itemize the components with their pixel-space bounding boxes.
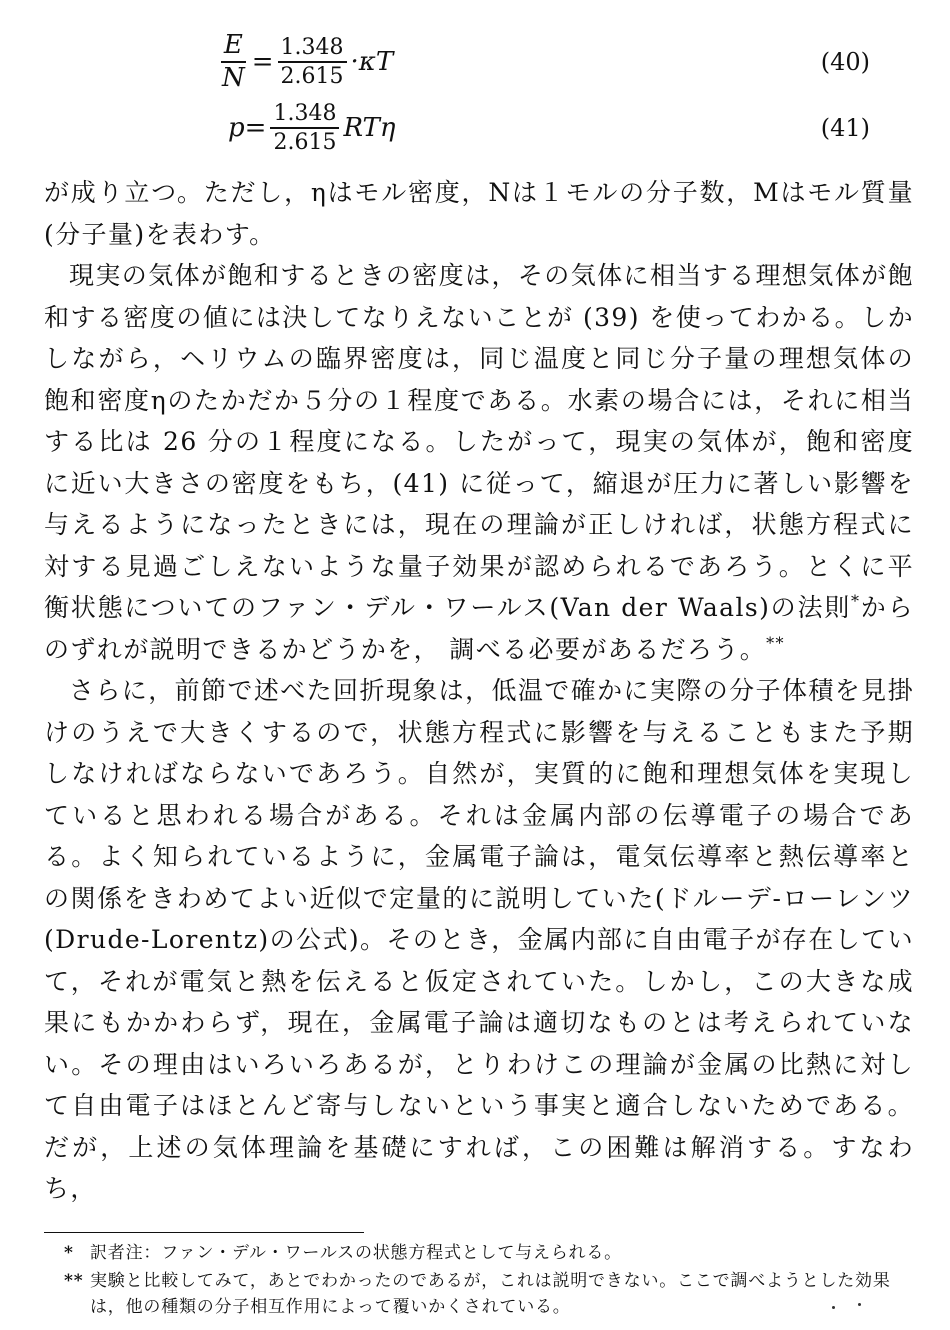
footnote: ** 実験と比較してみて，あとでわかったのであるが，これは説明できない。ここで調べようとした効果は，他の種類の分子相互作用によって覆いかくされている。 [64, 1271, 891, 1317]
equation-number: (41) [820, 114, 870, 142]
paragraph: さらに，前節で述べた回折現象は，低温で確かに実際の分子体積を見掛けのうえで大きくするので，状態方程式に影響を与えることもまた予期しなければならないであろう。自然が，実質的に飽和理想気体を実現していると思われる場合がある。それは金属内部の伝導電子の場合である。よく知られているように，金属電子論は，電気伝導率と熱伝導率との関係をきわめてよい近似で定量的に説明していた(ドルーデ-ローレンツ(Drude-Lorentz)の公式)。そのとき，金属内部に自由電子が存在していて，それが電気と熱を伝えると仮定されていた。しかし，この大きな成果にもかかわらず，現在，金属電子論は適切なものとは考えられていない。その理由はいろいろあるが，とりわけこの理論が金属の比熱に対して自由電子はほとんど寄与しないという事実と適合しないためである。だが，上述の気体理論を基礎にすれば，この困難は解消する。すなわち， [44, 676, 914, 1203]
equation-41: p = $\frac{1.348}{2.615}$ RTη (41) [228, 100, 870, 155]
equation-40: $\frac{E}{N}$ = $\frac{1.348}{2.615}$ ·κT (40) [0, 22, 950, 102]
paragraph: 現実の気体が飽和するときの密度は，その気体に相当する理想気体が飽和する密度の値には決してなりえないことが (39) を使ってわかる。しかしながら，ヘリウムの臨界密度は，同じ温度と同じ分子量の理想気体の飽和密度ηのたかだか５分の１程度である。水素の場合には，それに相当する比は 26 分の１程度になる。したがって，現実の気体が，飽和密度に近い大きさの密度をもち，(41) に従って，縮退が圧力に著しい影響を与えるようになったときには，現在の理論が正しければ，状態方程式に対する見過ごしえないような量子効果が認められるであろう。とくに平衡状態についてのファン・デル・ワールス(Van der Waals)の法則*からのずれが説明できるかどうかを， 調べる必要があるだろう。** [44, 261, 914, 664]
scan-speck [858, 1303, 861, 1306]
scan-speck [832, 1306, 835, 1309]
coef-fraction: $\frac{1.348}{2.615}$ [278, 36, 347, 88]
body-text [44, 172, 914, 1210]
footnote: * 訳者注：ファン・デル・ワールスの状態方程式として与えられる。 [64, 1243, 622, 1263]
footnote-ref: ** [766, 633, 785, 653]
footnote-divider [44, 1232, 364, 1233]
paragraph: が成り立つ。ただし，ηはモル密度，Nは１モルの分子数，Mはモル質量(分子量)を表わす。 [44, 178, 914, 249]
footnote-ref: * [851, 591, 861, 611]
equation-number: (40) [820, 48, 870, 76]
lhs-fraction: $\frac{E}{N}$ [222, 29, 245, 93]
coef-fraction: $\frac{1.348}{2.615}$ [270, 102, 339, 154]
